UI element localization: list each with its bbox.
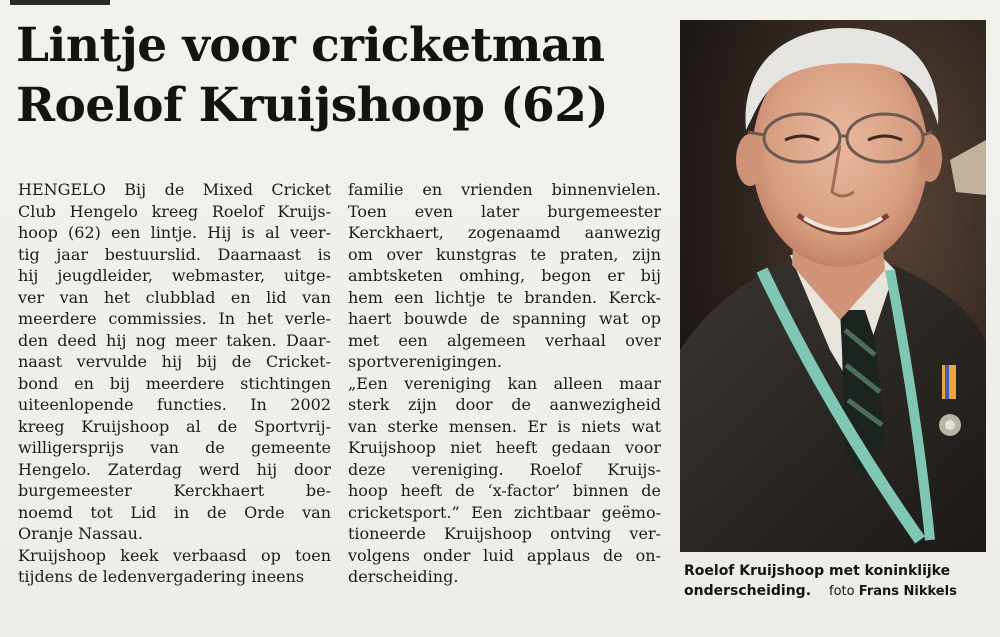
- article-line: met een algemeen verhaal over: [348, 330, 661, 350]
- article-line: om over kunstgras te praten, zijn: [348, 244, 661, 264]
- article-body: [18, 179, 668, 619]
- article-line: Hengelo. Zaterdag werd hij door: [18, 459, 331, 479]
- article-line: burgemeester Kerckhaert be-: [18, 481, 331, 500]
- article-line: van sterke mensen. Er is niets wat: [348, 416, 661, 436]
- article-line: „Een vereniging kan alleen maar: [348, 373, 661, 393]
- article-line: kreeg Kruijshoop al de Sportvrij-: [18, 416, 331, 436]
- portrait-photo: [680, 20, 986, 552]
- article-line: haert bouwde de spanning wat op: [348, 309, 661, 328]
- article-line: tioneerde Kruijshoop ontving ver-: [348, 524, 661, 543]
- article-line: deze vereniging. Roelof Kruijs-: [348, 459, 661, 479]
- article-line: willigersprijs van de gemeente: [18, 438, 331, 457]
- article-line: bond en bij meerdere stichtingen: [18, 373, 331, 393]
- article-line: HENGELO Bij de Mixed Cricket: [18, 180, 331, 199]
- article-line: derscheiding.: [348, 567, 459, 586]
- article-line: hoop heeft de ‘x-factor’ binnen de: [348, 481, 661, 500]
- headline: [16, 16, 666, 136]
- article-column-2: [348, 179, 661, 588]
- headline-line-1: Lintje voor cricketman: [16, 18, 605, 73]
- article-line: Kerckhaert, zogenaamd aanwezig: [348, 223, 661, 242]
- article-line: uiteenlopende functies. In 2002: [18, 395, 331, 414]
- article-line: Oranje Nassau.: [18, 524, 144, 543]
- article-line: den deed hij nog meer taken. Daar-: [18, 330, 331, 350]
- article-line: Club Hengelo kreeg Roelof Kruijs-: [18, 201, 331, 221]
- article-line: hoop (62) een lintje. Hij is al veer-: [18, 223, 331, 242]
- article-line: ver van het clubblad en lid van: [18, 287, 331, 307]
- article-line: hem een lichtje te branden. Kerck-: [348, 287, 661, 307]
- article-line: Toen even later burgemeester: [348, 201, 661, 221]
- top-rule: [10, 0, 110, 5]
- article-line: sportverenigingen.: [348, 352, 502, 371]
- article-line: tig jaar bestuurslid. Daarnaast is: [18, 244, 331, 264]
- headline-line-2: Roelof Kruijshoop (62): [16, 78, 609, 133]
- portrait-illustration: [680, 20, 986, 552]
- article-line: sterk zijn door de aanwezigheid: [348, 395, 661, 414]
- article-line: ambtsketen omhing, begon er bij: [348, 266, 661, 285]
- article-line: familie en vrienden binnenvielen.: [348, 180, 661, 199]
- article-line: Kruijshoop keek verbaasd op toen: [18, 545, 331, 565]
- caption-line-1: Roelof Kruijshoop met koninklijke: [684, 563, 951, 579]
- article-line: naast vervulde hij bij de Cricket-: [18, 352, 331, 371]
- article-line: meerdere commissies. In het verle-: [18, 309, 331, 328]
- article-line: tijdens de ledenvergadering ineens: [18, 567, 305, 586]
- article-column-1: [18, 179, 331, 588]
- article-line: volgens onder luid applaus de on-: [348, 545, 661, 565]
- article-line: noemd tot Lid in de Orde van: [18, 502, 331, 522]
- article-line: Kruijshoop niet heeft gedaan voor: [348, 438, 661, 457]
- article-line: cricketsport.” Een zichtbaar geëmo-: [348, 502, 661, 522]
- photo-caption: [684, 561, 989, 602]
- photo-credit: [829, 584, 957, 599]
- article-line: hij jeugdleider, webmaster, uitge-: [18, 266, 331, 285]
- caption-text: onderscheiding.: [684, 583, 812, 599]
- caption-line-2: [684, 581, 989, 602]
- credit-name: Frans Nikkels: [858, 584, 957, 599]
- credit-prefix: foto: [829, 584, 855, 599]
